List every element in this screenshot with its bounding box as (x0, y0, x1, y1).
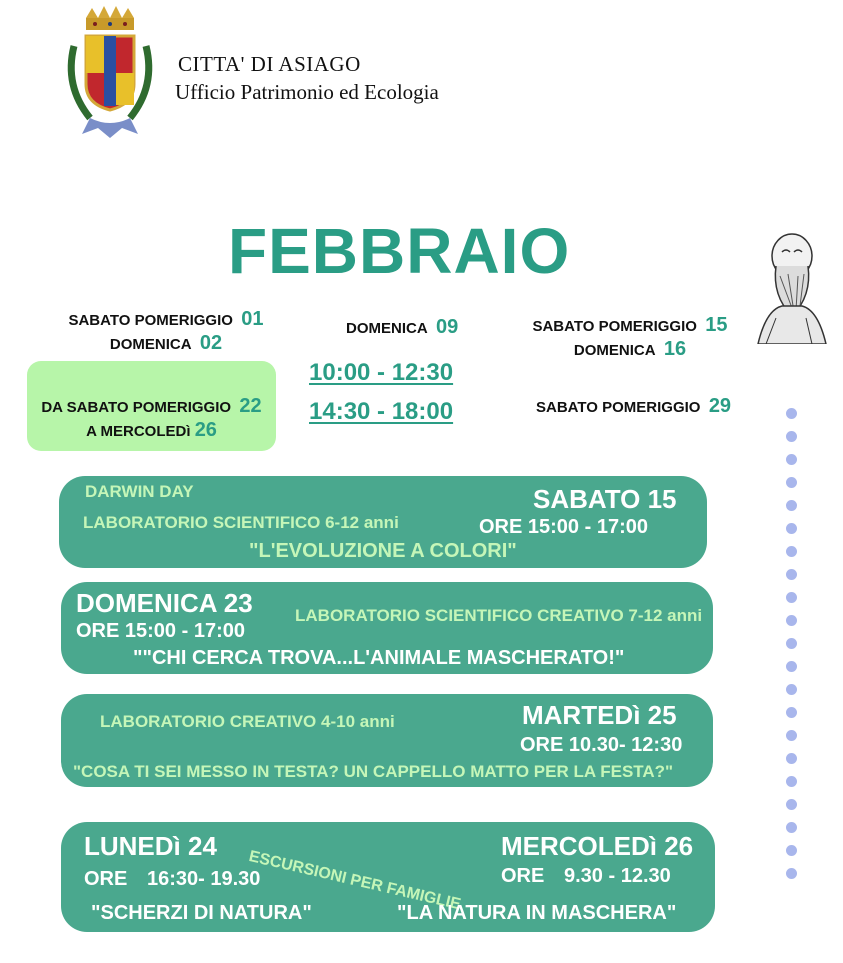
decorative-dot-column (786, 408, 800, 888)
decorative-dot (786, 569, 797, 580)
event-card-excursions (61, 822, 715, 932)
decorative-dot (786, 868, 797, 879)
excursion-right-time-prefix: ORE (501, 865, 545, 887)
decorative-dot (786, 523, 797, 534)
schedule-line (27, 395, 276, 419)
schedule-day: 15 (705, 314, 728, 336)
decorative-dot (786, 408, 797, 419)
event-type: LABORATORIO SCIENTIFICO 6-12 anni (83, 513, 399, 532)
excursion-label: ESCURSIONI PER FAMIGLIE (247, 848, 463, 914)
decorative-dot (786, 845, 797, 856)
decorative-dot (786, 500, 797, 511)
schedule-label: A MERCOLEDì (86, 423, 191, 440)
event-day: MARTEDì 25 (522, 700, 677, 730)
decorative-dot (786, 684, 797, 695)
schedule-col3b (536, 395, 731, 419)
schedule-col1 (56, 308, 276, 356)
event-day: DOMENICA 23 (76, 588, 253, 618)
excursion-right-title: "LA NATURA IN MASCHERA" (397, 902, 677, 924)
event-title: "L'EVOLUZIONE A COLORI" (249, 540, 517, 562)
event-day: SABATO 15 (533, 484, 677, 514)
schedule-day: 09 (436, 316, 459, 338)
decorative-dot (786, 730, 797, 741)
excursion-right-day: MERCOLEDì 26 (501, 831, 694, 861)
schedule-day: 22 (239, 395, 262, 417)
darwin-portrait-icon (752, 226, 830, 344)
schedule-col2 (346, 316, 458, 340)
decorative-dot (786, 822, 797, 833)
excursion-left-day: LUNEDì 24 (84, 831, 217, 861)
schedule-label: SABATO POMERIGGIO (532, 318, 697, 335)
schedule-label: DA SABATO POMERIGGIO (41, 399, 232, 416)
decorative-dot (786, 546, 797, 557)
schedule-line (56, 308, 276, 332)
decorative-dot (786, 638, 797, 649)
excursion-left-time: 16:30- 19.30 (147, 868, 261, 890)
time-range-morning[interactable]: 10:00 - 12:30 (309, 359, 454, 386)
event-time: ORE 15:00 - 17:00 (479, 516, 648, 538)
city-name: CITTA' DI ASIAGO (178, 52, 361, 76)
schedule-day: 29 (708, 395, 732, 417)
excursion-left-title: "SCHERZI DI NATURA" (91, 902, 312, 924)
event-time: ORE 15:00 - 17:00 (76, 620, 245, 642)
decorative-dot (786, 707, 797, 718)
schedule-label: DOMENICA (346, 320, 428, 337)
highlight-schedule (27, 395, 276, 443)
event-type: LABORATORIO CREATIVO 4-10 anni (100, 712, 395, 731)
schedule-label: SABATO POMERIGGIO (536, 399, 701, 416)
time-range-afternoon[interactable]: 14:30 - 18:00 (309, 398, 454, 425)
decorative-dot (786, 592, 797, 603)
decorative-dot (786, 799, 797, 810)
city-coat-of-arms-icon (60, 6, 160, 151)
schedule-col3 (520, 314, 740, 362)
event-card-sunday23 (61, 582, 713, 674)
event-tag: DARWIN DAY (85, 482, 194, 501)
event-title: "COSA TI SEI MESSO IN TESTA? UN CAPPELLO MATTO PER LA FESTA?" (73, 762, 674, 781)
decorative-dot (786, 454, 797, 465)
decorative-dot (786, 753, 797, 764)
month-title: FEBBRAIO (228, 215, 571, 287)
event-time: ORE 10.30- 12:30 (520, 734, 683, 756)
schedule-line (27, 419, 276, 443)
schedule-day: 01 (241, 308, 264, 330)
schedule-day: 16 (663, 338, 687, 360)
office-name: Ufficio Patrimonio ed Ecologia (175, 80, 439, 104)
schedule-label: DOMENICA (109, 336, 192, 353)
schedule-label: SABATO POMERIGGIO (68, 312, 233, 329)
decorative-dot (786, 615, 797, 626)
decorative-dot (786, 661, 797, 672)
decorative-dot (786, 431, 797, 442)
excursion-left-time-prefix: ORE (84, 868, 128, 890)
schedule-day: 26 (194, 419, 217, 441)
schedule-day: 02 (199, 332, 223, 354)
schedule-line (56, 332, 276, 356)
excursion-right-time: 9.30 - 12.30 (564, 865, 671, 887)
event-card-tuesday25 (61, 694, 713, 787)
event-title: ""CHI CERCA TROVA...L'ANIMALE MASCHERATO!" (133, 647, 625, 669)
event-type: LABORATORIO SCIENTIFICO CREATIVO 7-12 anni (295, 606, 703, 625)
event-card-darwin (59, 476, 707, 568)
decorative-dot (786, 477, 797, 488)
schedule-line (520, 338, 740, 362)
decorative-dot (786, 776, 797, 787)
schedule-label: DOMENICA (573, 342, 656, 359)
schedule-line (520, 314, 740, 338)
